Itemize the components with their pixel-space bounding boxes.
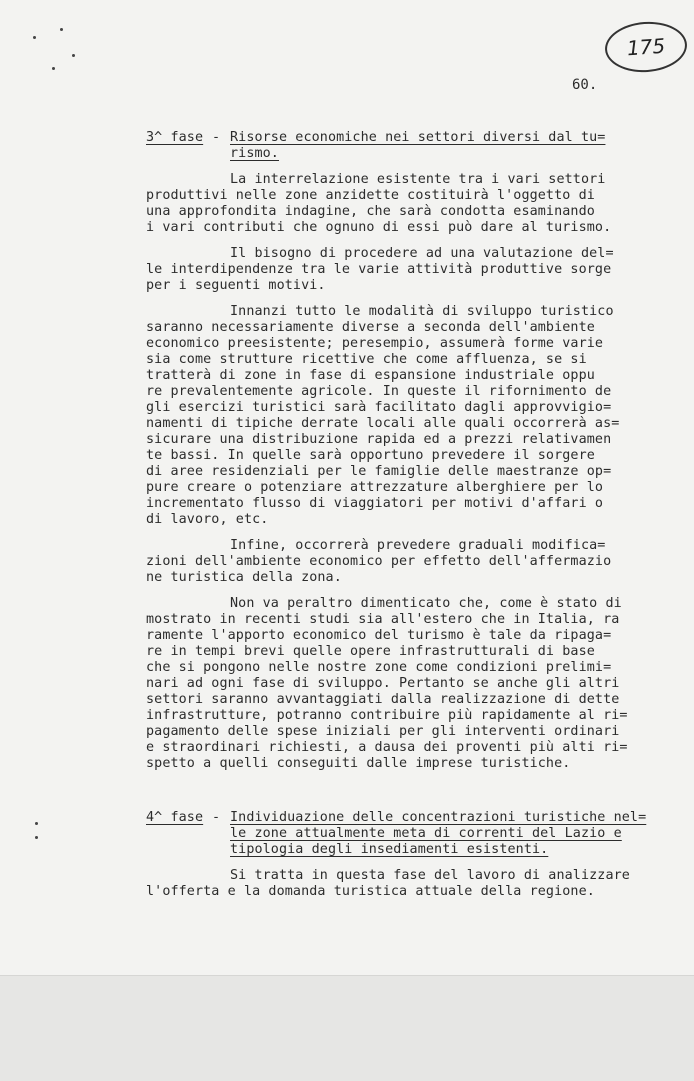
section3-dash: - bbox=[212, 130, 221, 145]
paragraph-line: nari ad ogni fase di sviluppo. Pertanto se anche gli altri bbox=[146, 676, 620, 691]
section4-title-line: le zone attualmente meta di correnti del Lazio e bbox=[230, 826, 622, 841]
paragraph-line: sia come strutture ricettive che come affluenza, se si bbox=[146, 352, 587, 367]
paragraph-line: re prevalentemente agricole. In queste il rifornimento de bbox=[146, 384, 612, 399]
scan-bottom-margin bbox=[0, 975, 694, 1081]
section4-title-line: tipologia degli insediamenti esistenti. bbox=[230, 842, 549, 857]
section4-label: 4^ fase bbox=[146, 810, 204, 825]
paragraph-line: per i seguenti motivi. bbox=[146, 278, 326, 293]
paragraph-line: economico preesistente; peresempio, assumerà forme varie bbox=[146, 336, 604, 351]
paragraph-line: infrastrutture, potranno contribuire più rapidamente al ri= bbox=[146, 708, 628, 723]
section4-title-line: Individuazione delle concentrazioni turistiche nel= bbox=[230, 810, 647, 825]
scan-speck bbox=[33, 36, 36, 39]
paragraph-line: settori saranno avvantaggiati dalla realizzazione di dette bbox=[146, 692, 620, 707]
paragraph-line: Il bisogno di procedere ad una valutazione del= bbox=[230, 246, 614, 261]
paragraph-line: La interrelazione esistente tra i vari settori bbox=[230, 172, 606, 187]
paragraph-line: produttivi nelle zone anzidette costituirà l'oggetto di bbox=[146, 188, 595, 203]
paragraph-line: gli esercizi turistici sarà facilitato dagli approvvigio= bbox=[146, 400, 612, 415]
paragraph-line: zioni dell'ambiente economico per effetto dell'affermazio bbox=[146, 554, 612, 569]
paragraph-line: di lavoro, etc. bbox=[146, 512, 269, 527]
paragraph-line: pagamento delle spese iniziali per gli interventi ordinari bbox=[146, 724, 620, 739]
scan-speck bbox=[35, 822, 38, 825]
paragraph-line: i vari contributi che ognuno di essi può dare al turismo. bbox=[146, 220, 612, 235]
section3-title-line: rismo. bbox=[230, 146, 279, 161]
paragraph-line: sicurare una distribuzione rapida ed a prezzi relativamen bbox=[146, 432, 612, 447]
section4-dash: - bbox=[212, 810, 221, 825]
paragraph-line: che si pongono nelle nostre zone come condizioni prelimi= bbox=[146, 660, 612, 675]
paragraph-line: pure creare o potenziare attrezzature alberghiere per lo bbox=[146, 480, 604, 495]
handwritten-page-annotation: 175 bbox=[603, 19, 688, 75]
paragraph-line: ne turistica della zona. bbox=[146, 570, 342, 585]
paragraph-line: una approfondita indagine, che sarà condotta esaminando bbox=[146, 204, 595, 219]
section3-title-line: Risorse economiche nei settori diversi dal tu= bbox=[230, 130, 606, 145]
paragraph-line: Infine, occorrerà prevedere graduali modifica= bbox=[230, 538, 606, 553]
scan-speck bbox=[35, 836, 38, 839]
paragraph-line: saranno necessariamente diverse a seconda dell'ambiente bbox=[146, 320, 595, 335]
scan-speck bbox=[52, 67, 55, 70]
paragraph-line: incrementato flusso di viaggiatori per motivi d'affari o bbox=[146, 496, 604, 511]
paragraph-line: Non va peraltro dimenticato che, come è stato di bbox=[230, 596, 622, 611]
paragraph-line: e straordinari richiesti, a dausa dei proventi più alti ri= bbox=[146, 740, 628, 755]
paragraph-line: te bassi. In quelle sarà opportuno prevedere il sorgere bbox=[146, 448, 595, 463]
paragraph-line: re in tempi brevi quelle opere infrastrutturali di base bbox=[146, 644, 595, 659]
paragraph-line: Si tratta in questa fase del lavoro di analizzare bbox=[230, 868, 630, 883]
paragraph-line: tratterà di zone in fase di espansione industriale oppu bbox=[146, 368, 595, 383]
paragraph-line: mostrato in recenti studi sia all'estero che in Italia, ra bbox=[146, 612, 620, 627]
scan-speck bbox=[72, 54, 75, 57]
scan-speck bbox=[60, 28, 63, 31]
page-number: 60. bbox=[572, 77, 598, 93]
paragraph-line: le interdipendenze tra le varie attività produttive sorge bbox=[146, 262, 612, 277]
paragraph-line: ramente l'apporto economico del turismo è tale da ripaga= bbox=[146, 628, 612, 643]
paragraph-line: namenti di tipiche derrate locali alle quali occorrerà as= bbox=[146, 416, 620, 431]
paragraph-line: Innanzi tutto le modalità di sviluppo turistico bbox=[230, 304, 614, 319]
paragraph-line: l'offerta e la domanda turistica attuale della regione. bbox=[146, 884, 595, 899]
paragraph-line: spetto a quelli conseguiti dalle imprese turistiche. bbox=[146, 756, 571, 771]
paragraph-line: di aree residenziali per le famiglie delle maestranze op= bbox=[146, 464, 612, 479]
section3-label: 3^ fase bbox=[146, 130, 204, 145]
